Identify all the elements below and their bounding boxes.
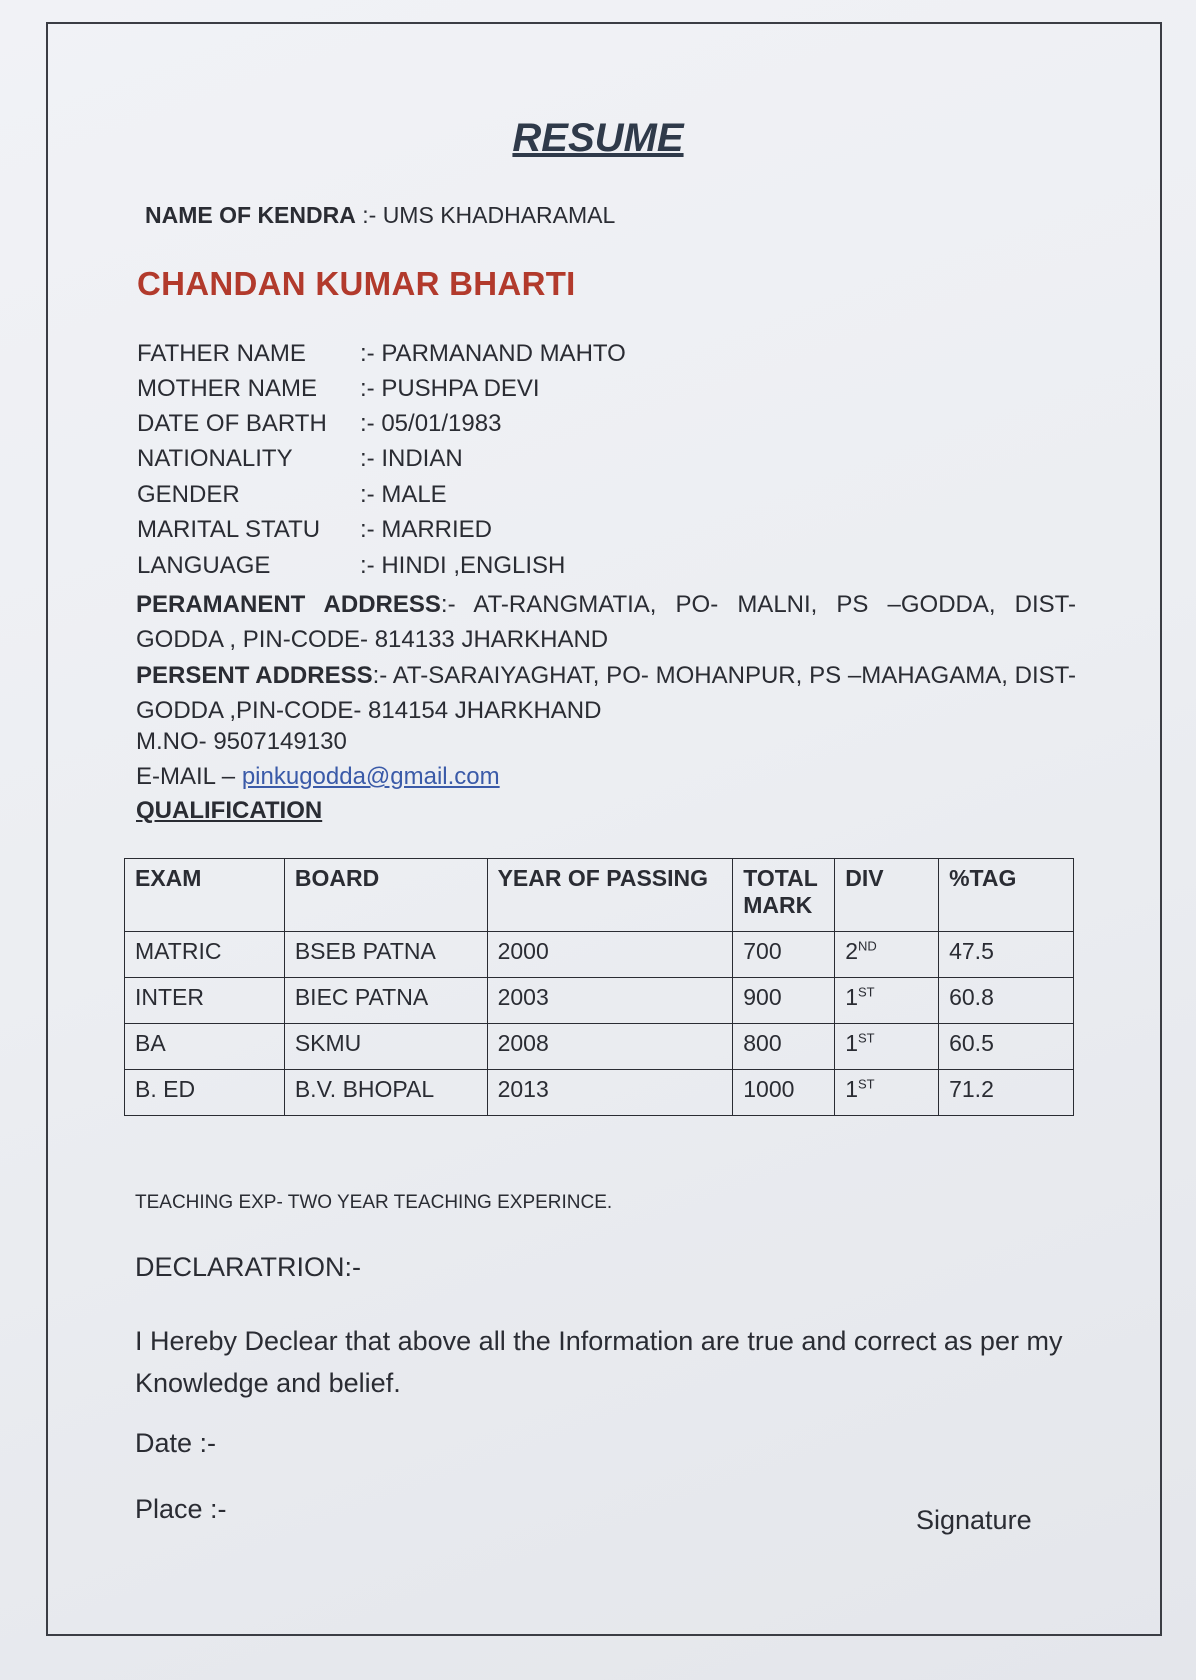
div-number: 1	[845, 1076, 859, 1102]
column-header: BOARD	[284, 859, 487, 932]
cell-total: 700	[733, 932, 835, 978]
candidate-name: CHANDAN KUMAR BHARTI	[137, 265, 576, 302]
cell-exam: B. ED	[125, 1070, 285, 1116]
table-row	[125, 978, 1074, 1024]
cell-year: 2000	[487, 932, 733, 978]
div-suffix: ST	[858, 1030, 875, 1046]
detail-value: :- 05/01/1983	[360, 410, 502, 437]
cell-total: 800	[733, 1024, 835, 1070]
detail-label: DATE OF BARTH	[137, 410, 327, 437]
detail-value: :- PARMANAND MAHTO	[360, 340, 626, 367]
column-header: EXAM	[125, 859, 285, 932]
cell-board: B.V. BHOPAL	[284, 1070, 487, 1116]
table-header-row	[125, 859, 1074, 932]
detail-value: :- INDIAN	[360, 445, 463, 472]
cell-div	[835, 932, 939, 978]
place-label: Place :-	[135, 1494, 227, 1524]
cell-year: 2013	[487, 1070, 733, 1116]
present-address-value: :- AT-SARAIYAGHAT, PO- MOHANPUR, PS –MAHAGAMA, DIST- GODDA ,PIN-CODE- 814154 JHARKHAND	[136, 662, 1076, 724]
table-row	[125, 1024, 1074, 1070]
qualification-heading: QUALIFICATION	[136, 797, 323, 824]
cell-exam: MATRIC	[125, 932, 285, 978]
cell-total: 1000	[733, 1070, 835, 1116]
cell-div	[835, 1070, 939, 1116]
resume-title: RESUME	[512, 116, 684, 160]
cell-exam: BA	[125, 1024, 285, 1070]
permanent-address-label: PERAMANENT ADDRESS	[136, 591, 441, 618]
column-header: YEAR OF PASSING	[487, 859, 733, 932]
detail-value: :- PUSHPA DEVI	[360, 375, 540, 402]
signature-label: Signature	[916, 1505, 1032, 1535]
div-suffix: ST	[858, 984, 875, 1000]
email-line	[136, 763, 500, 791]
cell-exam: INTER	[125, 978, 285, 1024]
div-number: 1	[845, 1030, 859, 1056]
cell-total: 900	[733, 978, 835, 1024]
div-suffix: ND	[858, 938, 877, 954]
div-suffix: ST	[858, 1076, 875, 1092]
detail-label: LANGUAGE	[137, 552, 271, 579]
detail-label: MOTHER NAME	[137, 375, 317, 402]
cell-year: 2008	[487, 1024, 733, 1070]
kendra-line	[145, 202, 615, 229]
email-link[interactable]: pinkugodda@gmail.com	[241, 763, 500, 790]
detail-label: FATHER NAME	[137, 340, 306, 367]
cell-percent: 60.8	[939, 978, 1074, 1024]
cell-percent: 60.5	[939, 1024, 1074, 1070]
table-row	[125, 932, 1074, 978]
email-label: E-MAIL –	[136, 763, 242, 790]
table-row	[125, 1070, 1074, 1116]
detail-value: :- MALE	[360, 481, 447, 508]
kendra-label: NAME OF KENDRA	[145, 202, 356, 228]
detail-label: GENDER	[137, 481, 240, 508]
column-header: DIV	[835, 859, 939, 932]
cell-board: BSEB PATNA	[284, 932, 487, 978]
cell-board: BIEC PATNA	[284, 978, 487, 1024]
present-address-label: PERSENT ADDRESS	[136, 662, 373, 689]
permanent-address-value: :- AT-RANGMATIA, PO- MALNI, PS –GODDA, DIST- GODDA , PIN-CODE- 814133 JHARKHAND	[136, 591, 1076, 653]
permanent-address	[136, 587, 1076, 657]
date-label: Date :-	[135, 1428, 217, 1458]
qualification-table	[124, 858, 1074, 1116]
cell-percent: 47.5	[939, 932, 1074, 978]
cell-div	[835, 978, 939, 1024]
column-header: %TAG	[939, 859, 1074, 932]
kendra-value: UMS KHADHARAMAL	[382, 202, 616, 228]
div-number: 2	[845, 938, 859, 964]
div-number: 1	[845, 984, 859, 1010]
present-address	[136, 658, 1076, 728]
detail-value: :- HINDI ,ENGLISH	[360, 552, 566, 579]
declaration-text: I Hereby Declear that above all the Information are true and correct as per my Knowledge and belief.	[135, 1326, 1063, 1398]
column-header: TOTAL MARK	[733, 859, 835, 932]
kendra-separator: :-	[362, 202, 377, 228]
cell-board: SKMU	[284, 1024, 487, 1070]
detail-label: MARITAL STATU	[137, 516, 321, 543]
declaration-heading: DECLARATRION:-	[135, 1252, 362, 1282]
mobile-number: M.NO- 9507149130	[136, 728, 347, 755]
cell-percent: 71.2	[939, 1070, 1074, 1116]
detail-value: :- MARRIED	[360, 516, 492, 543]
teaching-experience: TEACHING EXP- TWO YEAR TEACHING EXPERINCE.	[135, 1192, 613, 1213]
cell-year: 2003	[487, 978, 733, 1024]
detail-label: NATIONALITY	[137, 445, 293, 472]
cell-div	[835, 1024, 939, 1070]
